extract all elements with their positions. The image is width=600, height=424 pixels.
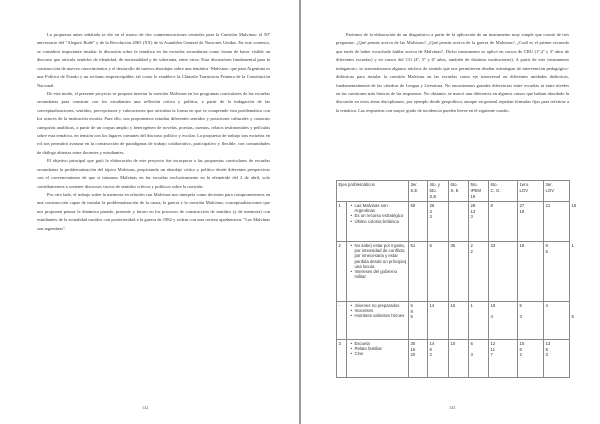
cell-value: 4 — [490, 314, 493, 320]
row-label: 2 — [337, 242, 347, 302]
value-cell — [428, 242, 449, 302]
cell-value — [520, 214, 542, 220]
left-text-column — [37, 31, 270, 233]
value-cell — [428, 340, 449, 378]
cell-value: 2 — [429, 352, 432, 358]
cell-value — [451, 254, 467, 260]
column-header: 1ero. LOV — [518, 181, 544, 202]
table-row: 1 • Las Malvinas son Argentinas • Es un recurso estratégico • Último colonia británica 59 26 3 3 28 13 3 8 27 19 21 16 — [337, 202, 570, 242]
cell-value: 11 — [490, 346, 495, 352]
list-item: • Cine — [355, 351, 407, 356]
list-item: • Hombres valientes héroes — [355, 313, 407, 318]
value-cell — [544, 202, 570, 242]
problem-axis-cell — [347, 242, 409, 302]
cell-value — [546, 254, 568, 260]
value-cell — [518, 340, 544, 378]
value-cell — [489, 202, 518, 242]
cell-value — [546, 214, 568, 220]
cell-value: 3 — [470, 214, 473, 220]
value-cell — [409, 242, 428, 302]
column-header: Ejes problemáticos — [337, 181, 409, 202]
value-cell — [518, 202, 544, 242]
value-cell — [449, 302, 469, 340]
list-item: • Escuela — [355, 341, 407, 346]
list-item: • Último colonia británica — [355, 219, 407, 224]
value-cell — [428, 302, 449, 340]
cell-value: 36 — [450, 243, 456, 248]
cell-value: 3 — [545, 352, 548, 358]
value-cell — [518, 302, 544, 340]
cell-value — [520, 254, 542, 260]
cell-value — [411, 214, 426, 220]
cell-value: 2 — [470, 243, 473, 248]
column-header: 5to. IPEM 19 — [469, 181, 489, 202]
cell-value: 6 — [470, 341, 473, 346]
cell-value: 10 — [450, 341, 456, 346]
paragraph: Por otro lado, el trabajo sobre la memoria en relación con Malvinas nos interpela como docentes para comprometernos en una construcción capaz de instalar la problematización de la causa, la guerra y la cuestión Malvinas; conceptualizaciones que nos proponen pensar la dinámica pasado, presente y futuro en los procesos de construcción de sentidos (y de memoria) con estudiantes de la actualidad nacidos con posterioridad a la guerra de 1982 y rodear con una certeza aprehensiva: "Las Malvinas son argentinas". — [37, 192, 270, 231]
table-row: - • Jóvenes no preparados • Inocentes • Hombres valientes héroes 6 8 5 14 16 1 18 4 5 3 4 5 — [337, 302, 570, 340]
cell-value: 6 — [519, 346, 522, 352]
cell-value: 13 — [545, 341, 551, 346]
column-header: 6to. C. G. — [489, 181, 518, 202]
page-number: 143 — [449, 405, 456, 410]
row-label: 3 — [337, 340, 347, 378]
right-page — [301, 0, 600, 424]
paragraph: Partimos de la elaboración de un diagnóstico a partir de la aplicación de un instrumento muy simple que constó de tres preguntas: ¿Qué pensás acerca de las Malvinas?, ¿Qué pensás acerca de la guerra de Malvinas?, ¿Cuál es el primer recuerdo que tenés de haber escuchado hablar acerca de Malvinas?. Dicho instrumento se aplicó en cursos de CBU (1º,2º y 3º años de diferentes escuelas) y en cursos del CO (4º, 5º y 6º años, también de distintas instituciones). A partir de este instrumento indagatorio, se sistematizaron algunos núcleos de sentido que nos permitieron diseñar estrategias de intervención pedagógico-didácticas para instalar la cuestión Malvinas en las escuelas como eje transversal en diferentes unidades didácticas, fundamentalmente de las cátedras de Lengua y Literatura. No encontramos grandes diferencias entre escuelas ni entre niveles en las cuestiones más básicas de las respuestas. No obstante, se marcó una diferencia en algunos cursos que habían abordado la discusión en otros áreas disciplinares, por ejemplo desde geopolítica, aunque en general repetían fórmulas fijas para referirse a la temática. Las respuestas con mayor grado de incidencia pueden leerse en el siguiente cuadro. — [336, 32, 569, 113]
cell-value: 6 — [429, 243, 432, 248]
cell-value — [471, 314, 487, 320]
cell-value: 30 — [410, 341, 416, 346]
list-item: • Jóvenes no preparados — [355, 303, 407, 308]
value-cell — [409, 302, 428, 340]
right-text-column — [336, 31, 569, 115]
column-header: 4to. y 5to. S.E — [428, 181, 449, 202]
paragraph: El objetivo principal que guió la elaboración de este proyecto fue incorporar a las propuestas curriculares de escuelas secundarias la problematización del tópico Malvinas, propiciando un abordaje crítico y político desde diferentes perspectivas con el convencimiento de que si tratamos Malvinas en las escuelas exclusivamente en la efeméride del 2 de abril, solo contribuiremos a sostener discursos vacíos de sentidos críticos y políticos sobre la cuestión. — [37, 158, 270, 189]
paragraph: La propuesta antes señalada se dio en el marco de dos conmemoraciones centrales para la Cuestión Malvinas: el 50º aniversario del "Aleguto Rudé" y de la Revolución 2065 (XX) de la Asamblea General de Naciones Unidas. En este contexto, se consideró importante instalar la discusión sobre la temática en las escuelas secundarias como forma de hacer visible un discurso que articula sentidos de identidad, de nacionalidad y de soberanía, entre otros. Esta discusiónes fundamental para la construcción de nuevos conocimientos y el desarrollo de nuevos abordajes sobre una temática -Malvinas- que para Argentina es una Política de Estado y un reclamo imprescriptible, tal como lo establece la Cláusula Transitoria Primera de la Constitución Nacional. — [37, 32, 270, 88]
cell-value: 18 — [519, 243, 525, 248]
cell-value: 8 — [410, 308, 413, 314]
value-cell — [469, 242, 489, 302]
cell-value — [430, 254, 447, 260]
value-cell — [544, 242, 570, 302]
cell-value: 8 — [545, 243, 548, 248]
cell-value: 12 — [490, 341, 496, 346]
list-item: • Intereses del gobierno militar — [355, 269, 407, 279]
paragraph: De este modo, el presente proyecto se propone insertar la cuestión Malvinas en los programas curriculares de las escuelas secundarias para construir con los estudiantes una reflexión crítica y política, a partir de la indagación de las conceptualizaciones, sentidos, percepciones y valoraciones que articulan la forma en que se comprende esta problemática con los actores de la institución escolar. Para ello, nos proponemos estudiar diferentes sentidos y posiciones culturales y construir categorías analíticas, a partir de un corpus amplio y heterogéneo de novelas, poesías, cuentos, relatos testimoniales y películas sobre esta temática, en tensión con los lugares comunes del discurso político y escolar. La propuesta de trabajo tras escuelas en rol nos permitirá avanzar en la construcción de paradigmas de trabajo colaborativo, participativo y flexible, con comunidades de diálogo abiertas entre docentes y estudiantes. — [37, 90, 270, 155]
cell-value: 27 — [519, 203, 525, 208]
cell-value: 3 — [519, 314, 522, 320]
table-body — [337, 202, 577, 378]
table-row: 2 • No sabe) estar por injusta, por intensidad de conflicto, por innecesaria y estar perdida desde un principio) una locura • Intereses del gobierno militar 51 6 36 2 2 33 18 8 5 1 — [337, 242, 570, 302]
value-cell — [469, 202, 489, 242]
column-header: 3er. LOV — [544, 181, 570, 202]
cell-value: 8 — [545, 346, 548, 352]
cell-value — [451, 352, 467, 358]
cell-value: 21 — [545, 203, 551, 208]
value-cell — [449, 202, 469, 242]
cell-value: 5 — [410, 314, 413, 320]
value-cell — [449, 242, 469, 302]
cell-value: 26 — [429, 203, 435, 208]
value-cell — [489, 302, 518, 340]
row-label: 1 — [337, 202, 347, 242]
list-item: • Relato familiar — [355, 346, 407, 351]
row-label: - — [337, 302, 347, 340]
cell-value: 2 — [470, 248, 473, 254]
cell-value: 4 — [545, 303, 548, 308]
survey-results-table — [336, 180, 577, 378]
cell-value: 9 — [429, 346, 432, 352]
value-cell — [544, 340, 570, 378]
cell-value: 5 — [545, 248, 548, 254]
cell-value — [546, 314, 568, 320]
cell-value: 20 — [410, 352, 416, 358]
cell-value: 2 — [519, 352, 522, 358]
cell-value — [430, 314, 447, 320]
cell-value: 33 — [490, 243, 496, 248]
cell-value: 3 — [470, 352, 473, 358]
cell-value: 28 — [470, 203, 476, 208]
table-header-row — [337, 181, 570, 202]
cell-value: 15 — [410, 346, 416, 352]
value-cell — [449, 340, 469, 378]
value-cell — [428, 202, 449, 242]
problem-axis-cell — [347, 340, 409, 378]
column-header: 6to. S. E — [449, 181, 469, 202]
cell-value: 14 — [429, 303, 435, 308]
problem-axis-cell — [347, 202, 409, 242]
cell-value — [491, 254, 516, 260]
cell-value: 8 — [490, 203, 493, 208]
value-cell — [489, 242, 518, 302]
value-cell — [409, 340, 428, 378]
page-number: 142 — [142, 405, 149, 410]
list-item: • Las Malvinas son Argentinas — [355, 203, 407, 213]
value-cell — [409, 202, 428, 242]
cell-value: 19 — [519, 208, 525, 214]
cell-value: 3 — [429, 214, 432, 220]
problem-axis-cell — [347, 302, 409, 340]
value-cell — [489, 340, 518, 378]
value-cell — [469, 340, 489, 378]
cell-value: 16 — [450, 303, 456, 308]
column-header: 3er. S.E — [409, 181, 428, 202]
cell-value — [411, 254, 426, 260]
value-cell — [518, 242, 544, 302]
list-item: • Es un recurso estratégico — [355, 213, 407, 218]
left-page — [0, 0, 299, 424]
cell-value: 1 — [470, 303, 473, 308]
value-cell — [469, 302, 489, 340]
cell-value — [451, 314, 467, 320]
cell-value: 7 — [490, 352, 493, 358]
cell-value: 51 — [410, 243, 416, 248]
value-cell — [544, 302, 570, 340]
cell-value: 3 — [429, 208, 432, 214]
cell-value — [491, 214, 516, 220]
cell-value — [451, 214, 467, 220]
cell-value: 13 — [470, 208, 476, 214]
list-item: • Inocentes — [355, 308, 407, 313]
cell-value: 18 — [490, 303, 496, 308]
cell-value — [471, 254, 487, 260]
cell-value: 5 — [519, 303, 522, 308]
cell-value: 15 — [519, 341, 525, 346]
cell-value: 14 — [429, 341, 435, 346]
cell-value: 6 — [410, 303, 413, 308]
cell-value: 59 — [410, 203, 416, 208]
list-item: • No sabe) estar por injusta, por intensidad de conflicto, por innecesaria y estar perdida desde un principio) una locura — [355, 243, 407, 269]
table-row — [337, 340, 570, 378]
